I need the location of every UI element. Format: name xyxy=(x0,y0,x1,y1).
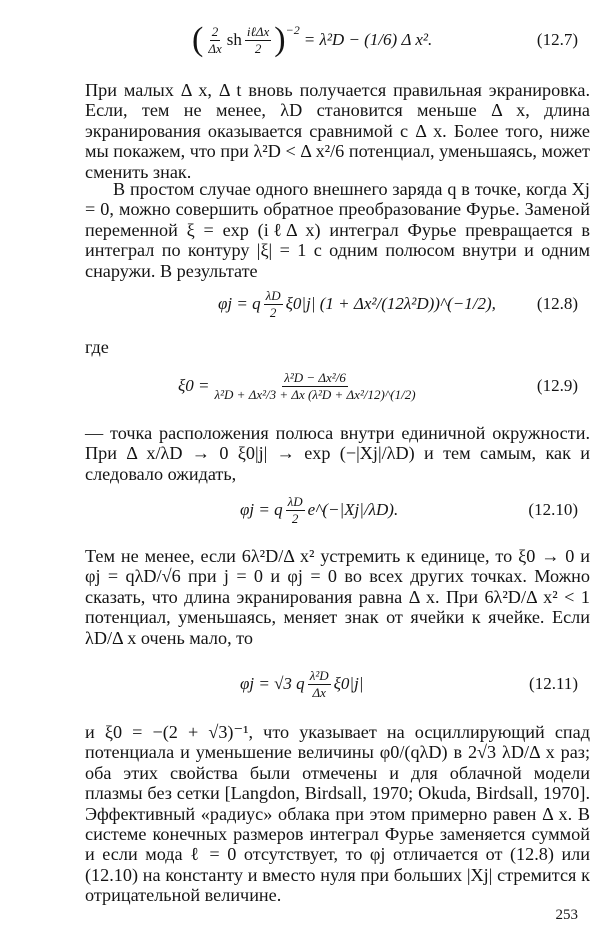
paragraph-5: Тем не менее, если 6λ²D/Δ x² устремить к единице, то ξ0 → 0 и φj = qλD/√6 при j = 0 и φj = 0 во всех других точках. Можно сказать, что длина экранирования равна Δ x. При 6λ²D/Δ x² < 1 потенциал, уменьшаясь, меняет знак от ячейки к ячейке. Если λD/Δ x очень мало, то xyxy=(85,546,590,648)
equation-number: (12.7) xyxy=(536,30,578,49)
equation-12-7 xyxy=(0,18,614,62)
paragraph-where: где xyxy=(85,337,109,357)
equation-12-7-rhs: = λ²D − (1/6) Δ x². xyxy=(303,30,433,49)
equation-number: (12.9) xyxy=(536,376,578,395)
equation-12-8-rhs: ξ0|j| (1 + Δx²/(12λ²D))^(−1/2), xyxy=(285,294,496,313)
equation-12-10 xyxy=(0,488,614,532)
equation-12-9-formula xyxy=(178,364,421,408)
equation-12-10-lhs: φj = q xyxy=(240,500,283,519)
paragraph-6: и ξ0 = −(2 + √3)⁻¹, что указывает на осциллирующий спад потенциала и уменьшение величины φ0/(qλD) в 2√3 λD/Δ x раз; оба этих свойства были отмечены и для облачной модели плазмы без сетки [Langdon, Birdsall, 1970; Okuda, Birdsall, 1970]. Эффективный «радиус» облака при этом примерно равен Δ x. В системе конечных размеров интеграл Фурье заменяется суммой и если мода ℓ = 0 отсутствует, то φj отличается от (12.8) или (12.10) на константу и вместо нуля при больших |Xj| стремится к отрицательной величине. xyxy=(85,722,590,906)
equation-12-7-formula: ( $\frac{2}{\Delta x}$ sh $\frac{\text{iℓΔx}}{2}$ ) −2 = λ²D − (1/6) Δ x². xyxy=(192,21,433,58)
equation-number: (12.10) xyxy=(528,500,578,519)
equation-number: (12.8) xyxy=(536,294,578,313)
equation-12-11-lhs: φj = √3 q xyxy=(240,674,305,693)
equation-12-11-rhs: ξ0|j| xyxy=(333,674,364,693)
equation-12-11 xyxy=(0,662,614,706)
equation-12-9 xyxy=(0,364,614,408)
paragraph-2: В простом случае одного внешнего заряда q в точке, когда Xj = 0, можно совершить обратное преобразование Фурье. Заменой переменной ξ = exp (iℓΔ x) интеграл Фурье превращается в интеграл по контуру |ξ| = 1 с одним полюсом внутри и одним снаружи. В результате xyxy=(85,179,590,281)
equation-12-9-denominator: λ²D + Δx²/3 + Δx (λ²D + Δx²/12)^(1/2) xyxy=(214,386,416,402)
paragraph-1: При малых Δ x, Δ t вновь получается правильная экранировка. Если, тем не менее, λD становится меньше Δ x, длина экранирования оказывается сравнимой с Δ x. Более того, ниже мы покажем, что при λ²D < Δ x²/6 потенциал, уменьшаясь, может сменить знак. xyxy=(85,80,590,182)
equation-12-9-lhs: ξ0 = xyxy=(178,376,210,395)
equation-12-9-numerator: λ²D − Δx²/6 xyxy=(284,369,346,385)
equation-12-11-formula: φj = √3 q $\frac{\text{λ²D}}{\Delta x}$ ξ0|j| xyxy=(240,667,364,700)
equation-12-8-formula: φj = q $\frac{\lambda D}{2}$ ξ0|j| (1 + Δx²/(12λ²D))^(−1/2), xyxy=(218,287,496,320)
page-number: 253 xyxy=(555,907,578,923)
equation-12-8-lhs: φj = q xyxy=(218,294,261,313)
equation-number: (12.11) xyxy=(529,674,578,693)
paragraph-4: — точка расположения полюса внутри единичной окружности. При Δ x/λD → 0 ξ0|j| → exp (−|Xj|/λD) и тем самым, как и следовало ожидать, xyxy=(85,423,590,484)
equation-12-10-rhs: e^(−|Xj|/λD). xyxy=(307,500,399,519)
equation-12-8 xyxy=(0,282,614,326)
equation-12-10-formula: φj = q $\frac{\lambda D}{2}$ e^(−|Xj|/λD). xyxy=(240,493,399,526)
